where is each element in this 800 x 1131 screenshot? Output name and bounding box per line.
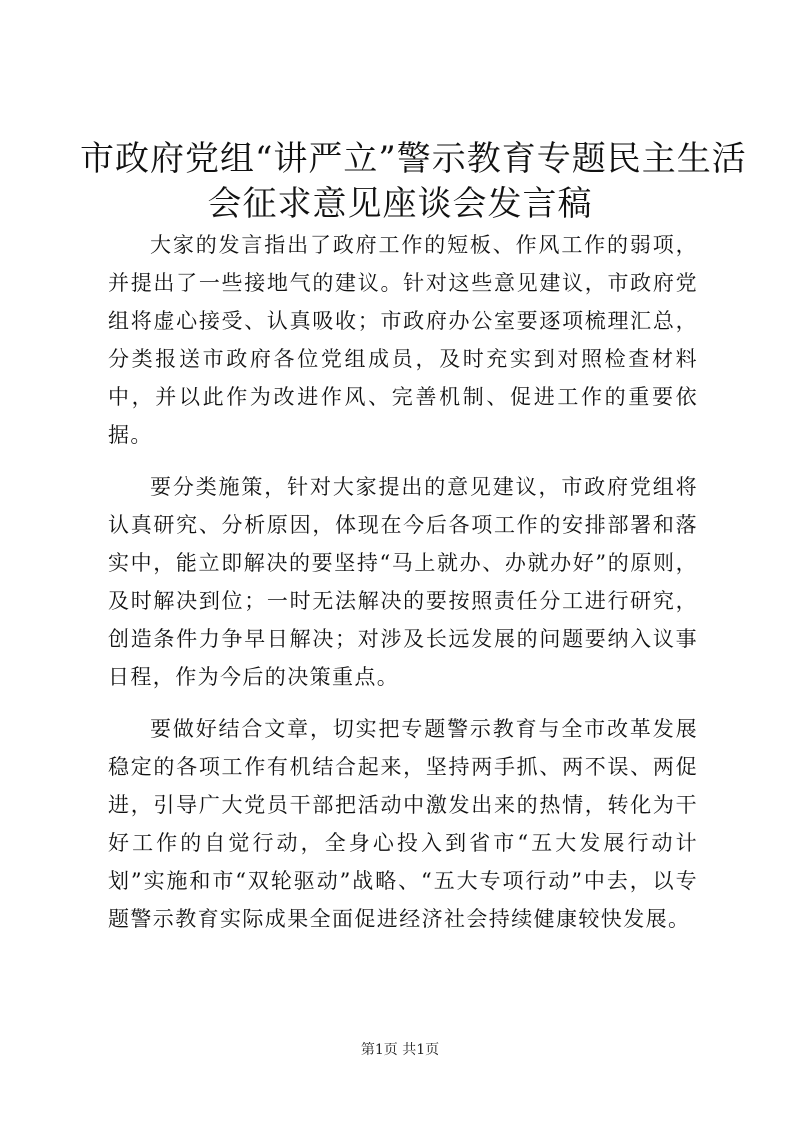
title-line-1: 市政府党组“讲严立”警示教育专题民主生活 [80,139,747,179]
page-footer: 第1页 共1页 [360,1042,440,1058]
paragraph-2: 要分类施策，针对大家提出的意见建议，市政府党组将认真研究、分析原因，体现在今后各项工作的安排部署和落实中，能立即解决的要坚持“马上就办、办就办好”的原则，及时解决到位；一时无法解决的要按照责任分工进行研究，创造条件力争早日解决；对涉及长远发展的问题要纳入议事日程，作为今后的决策重点。 [108,475,698,689]
paragraph-1: 大家的发言指出了政府工作的短板、作风工作的弱项，并提出了一些接地气的建议。针对这些意见建议，市政府党组将虚心接受、认真吸收；市政府办公室要逐项梳理汇总，分类报送市政府各位党组成员，及时充实到对照检查材料中，并以此作为改进作风、完善机制、促进工作的重要依据。 [108,233,698,447]
title-line-2: 会征求意见座谈会发言稿 [207,184,593,224]
document-body [108,226,698,952]
document-title [80,137,747,227]
paragraph-3: 要做好结合文章，切实把专题警示教育与全市改革发展稳定的各项工作有机结合起来，坚持两手抓、两不误、两促进，引导广大党员干部把活动中激发出来的热情，转化为干好工作的自觉行动，全身心投入到省市“五大发展行动计划”实施和市“双轮驱动”战略、“五大专项行动”中去，以专题警示教育实际成果全面促进经济社会持续健康较快发展。 [108,717,698,931]
